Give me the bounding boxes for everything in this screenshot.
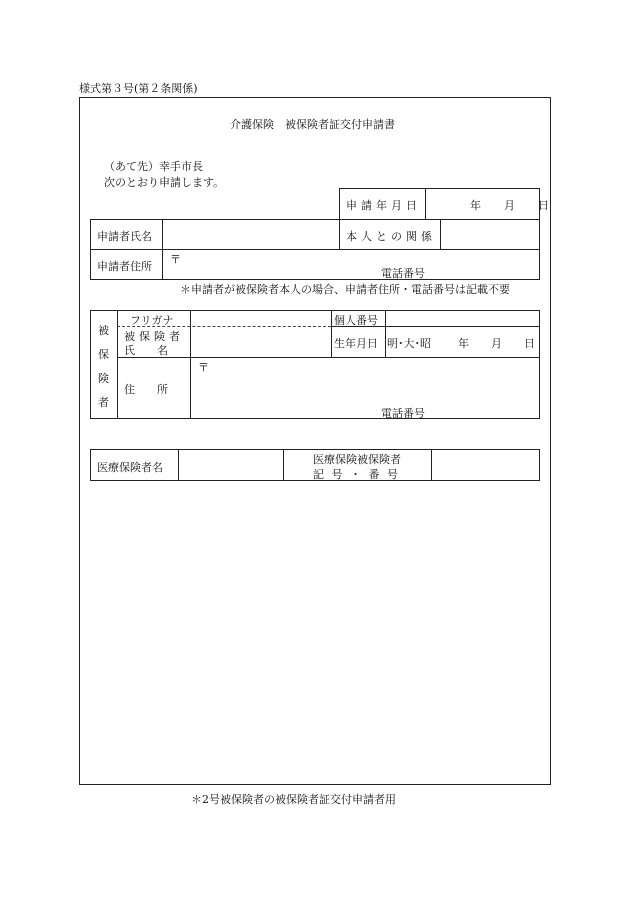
relation-label: 本人との関係 bbox=[346, 230, 436, 243]
medical-number-label-line2: 記 号 ・ 番 号 bbox=[313, 468, 400, 481]
insured-address-label: 住 所 bbox=[124, 383, 168, 396]
insured-side-label-4: 者 bbox=[98, 396, 109, 409]
insured-phone-label: 電話番号 bbox=[381, 407, 425, 420]
birthdate-label: 生年月日 bbox=[334, 337, 378, 350]
medical-number-label-line1: 医療保険被保険者 bbox=[313, 453, 401, 466]
personal-number-field[interactable] bbox=[387, 311, 538, 325]
medical-insurer-field[interactable] bbox=[180, 451, 282, 479]
furigana-label: フリガナ bbox=[130, 314, 174, 327]
birthdate-units[interactable]: 年 月 日 bbox=[458, 337, 535, 350]
insured-name-label-line1: 被保険者 bbox=[124, 330, 184, 343]
footer-note: ＊2号被保険者の被保険者証交付申請者用 bbox=[191, 793, 396, 806]
applicant-postal-mark: 〒 bbox=[170, 253, 181, 266]
request-text: 次のとおり申請します。 bbox=[104, 176, 225, 189]
furigana-field[interactable] bbox=[192, 311, 330, 325]
medical-insurer-label: 医療保険者名 bbox=[97, 461, 163, 474]
applicant-name-field[interactable] bbox=[164, 221, 338, 247]
relation-field[interactable] bbox=[442, 221, 538, 247]
medical-number-field[interactable] bbox=[433, 451, 538, 479]
insured-name-field[interactable] bbox=[192, 328, 330, 356]
application-date-value[interactable]: 年 月 日 bbox=[470, 199, 555, 212]
applicant-note: ＊申請者が被保険者本人の場合、申請者住所・電話番号は記載不要 bbox=[180, 283, 510, 296]
applicant-phone-label: 電話番号 bbox=[381, 267, 425, 280]
insured-side-label-1: 被 bbox=[98, 324, 109, 337]
addressee: （あて先）幸手市長 bbox=[104, 160, 203, 173]
era-choices[interactable]: 明･大･昭 bbox=[387, 337, 431, 350]
insured-postal-mark: 〒 bbox=[198, 361, 209, 374]
insured-side-label-3: 険 bbox=[98, 372, 109, 385]
application-date-label: 申請年月日 bbox=[346, 199, 421, 212]
personal-number-label: 個人番号 bbox=[334, 314, 378, 327]
applicant-address-label: 申請者住所 bbox=[97, 260, 152, 273]
applicant-name-label: 申請者氏名 bbox=[97, 230, 152, 243]
insured-name-label-line2: 氏 名 bbox=[124, 344, 168, 357]
form-title: 介護保険 被保険者証交付申請書 bbox=[230, 118, 395, 131]
form-number: 様式第３号(第２条関係) bbox=[79, 82, 198, 95]
insured-address-field[interactable] bbox=[210, 360, 530, 400]
insured-side-label-2: 保 bbox=[98, 348, 109, 361]
